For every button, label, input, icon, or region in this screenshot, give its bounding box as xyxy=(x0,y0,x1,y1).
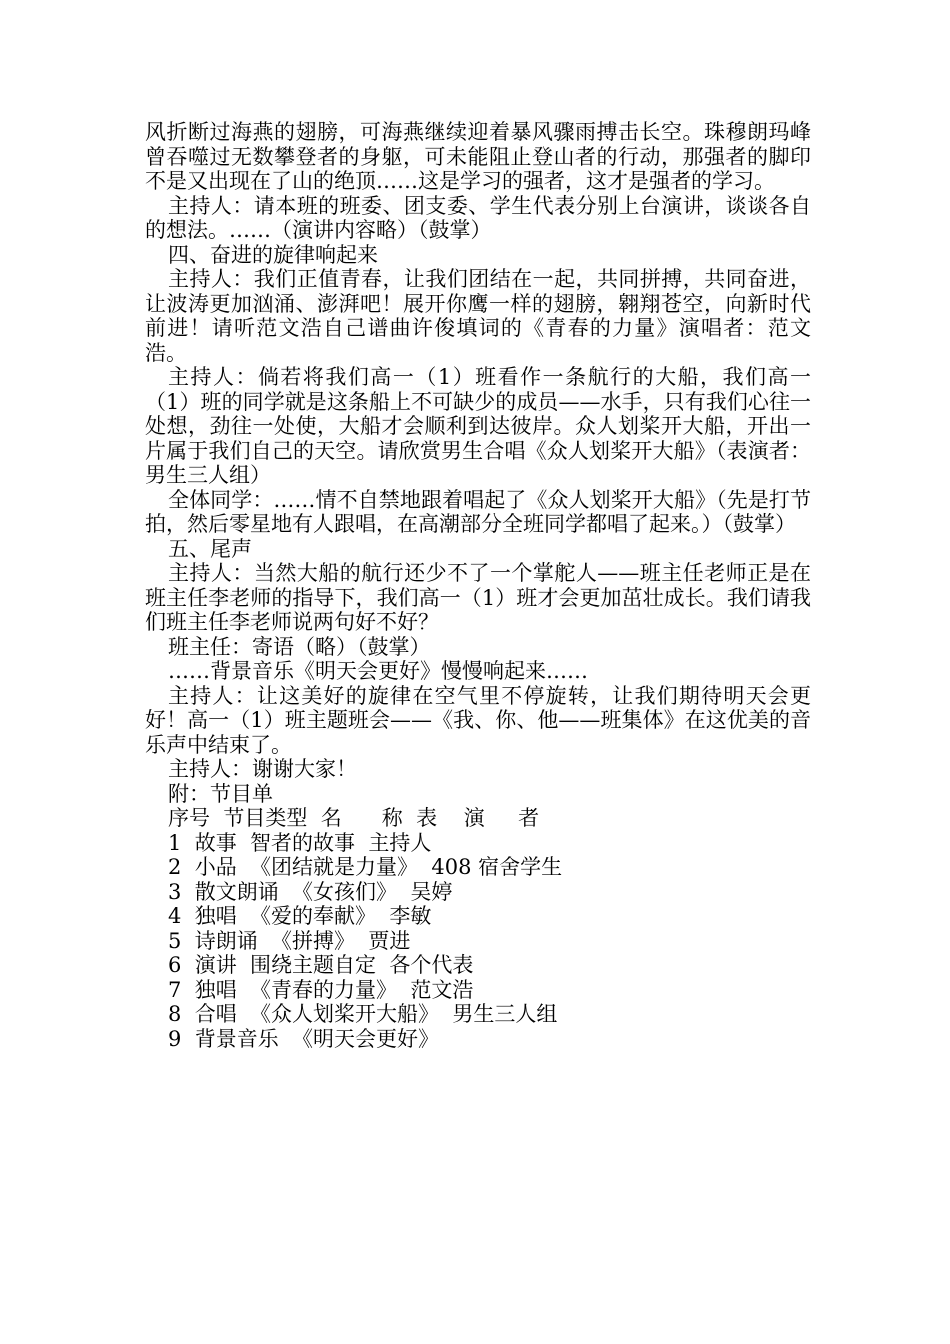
paragraph-4: 主持人：倘若将我们高一（1）班看作一条航行的大船，我们高一（1）班的同学就是这条船上不可缺少的成员——水手，只有我们心往一处想，劲往一处使，大船才会顺利到达彼岸。众人划桨开大船，开出一片属于我们自己的天空。请欣赏男生合唱《众人划桨开大船》（表演者：男生三人组） xyxy=(145,365,811,487)
paragraph-7: 班主任：寄语（略）（鼓掌） xyxy=(168,634,431,659)
paragraph-10: 主持人：谢谢大家！ xyxy=(168,757,357,781)
paragraph-1: 风折断过海燕的翅膀，可海燕继续迎着暴风骤雨搏击长空。珠穆朗玛峰曾吞噬过无数攀登者的身躯，可未能阻止登山者的行动，那强者的脚印不是又出现在了山的绝顶……这是学习的强者，这才是强者的学习。 xyxy=(145,120,811,193)
program-header: 序号 节目类型 名 称 表 演 者 xyxy=(168,806,540,830)
section-heading-5: 五、尾声 xyxy=(168,536,252,561)
program-list xyxy=(145,806,811,1051)
paragraph-6: 主持人：当然大船的航行还少不了一个掌舵人——班主任老师正是在班主任李老师的指导下，我们高一（1）班才会更加茁壮成长。我们请我们班主任李老师说两句好不好？ xyxy=(145,561,811,634)
paragraph-8: ……背景音乐《明天会更好》慢慢响起来…… xyxy=(168,659,588,683)
program-row-4: 4 独唱 《爱的奉献》 李敏 xyxy=(168,904,432,928)
paragraph-2: 主持人：请本班的班委、团支委、学生代表分别上台演讲，谈谈各自的想法。……（演讲内容略）（鼓掌） xyxy=(145,193,811,242)
appendix-heading: 附：节目单 xyxy=(168,781,273,806)
program-row-6: 6 演讲 围绕主题自定 各个代表 xyxy=(168,953,474,977)
paragraph-3: 主持人：我们正值青春，让我们团结在一起，共同拼搏，共同奋进，让波涛更加汹涌、澎湃吧！展开你鹰一样的翅膀，翱翔苍空，向新时代前进！请听范文浩自己谱曲许俊填词的《青春的力量》演唱者：范文浩。 xyxy=(145,267,811,365)
paragraph-9: 主持人：让这美好的旋律在空气里不停旋转，让我们期待明天会更好！高一（1）班主题班会——《我、你、他——班集体》在这优美的音乐声中结束了。 xyxy=(145,683,811,757)
section-heading-4: 四、奋进的旋律响起来 xyxy=(168,242,378,267)
program-row-7: 7 独唱 《青春的力量》 范文浩 xyxy=(168,977,474,1002)
program-row-1: 1 故事 智者的故事 主持人 xyxy=(168,830,432,855)
document-body xyxy=(145,120,811,1051)
program-row-3: 3 散文朗诵 《女孩们》 吴婷 xyxy=(168,879,453,904)
program-row-5: 5 诗朗诵 《拼搏》 贾进 xyxy=(168,928,411,953)
program-row-9: 9 背景音乐 《明天会更好》 xyxy=(168,1026,440,1051)
program-row-8: 8 合唱 《众人划桨开大船》 男生三人组 xyxy=(168,1002,558,1026)
paragraph-5: 全体同学：……情不自禁地跟着唱起了《众人划桨开大船》（先是打节拍，然后零星地有人跟唱，在高潮部分全班同学都唱了起来。）（鼓掌） xyxy=(145,487,811,536)
program-row-2: 2 小品 《团结就是力量》 408 宿舍学生 xyxy=(168,855,563,879)
